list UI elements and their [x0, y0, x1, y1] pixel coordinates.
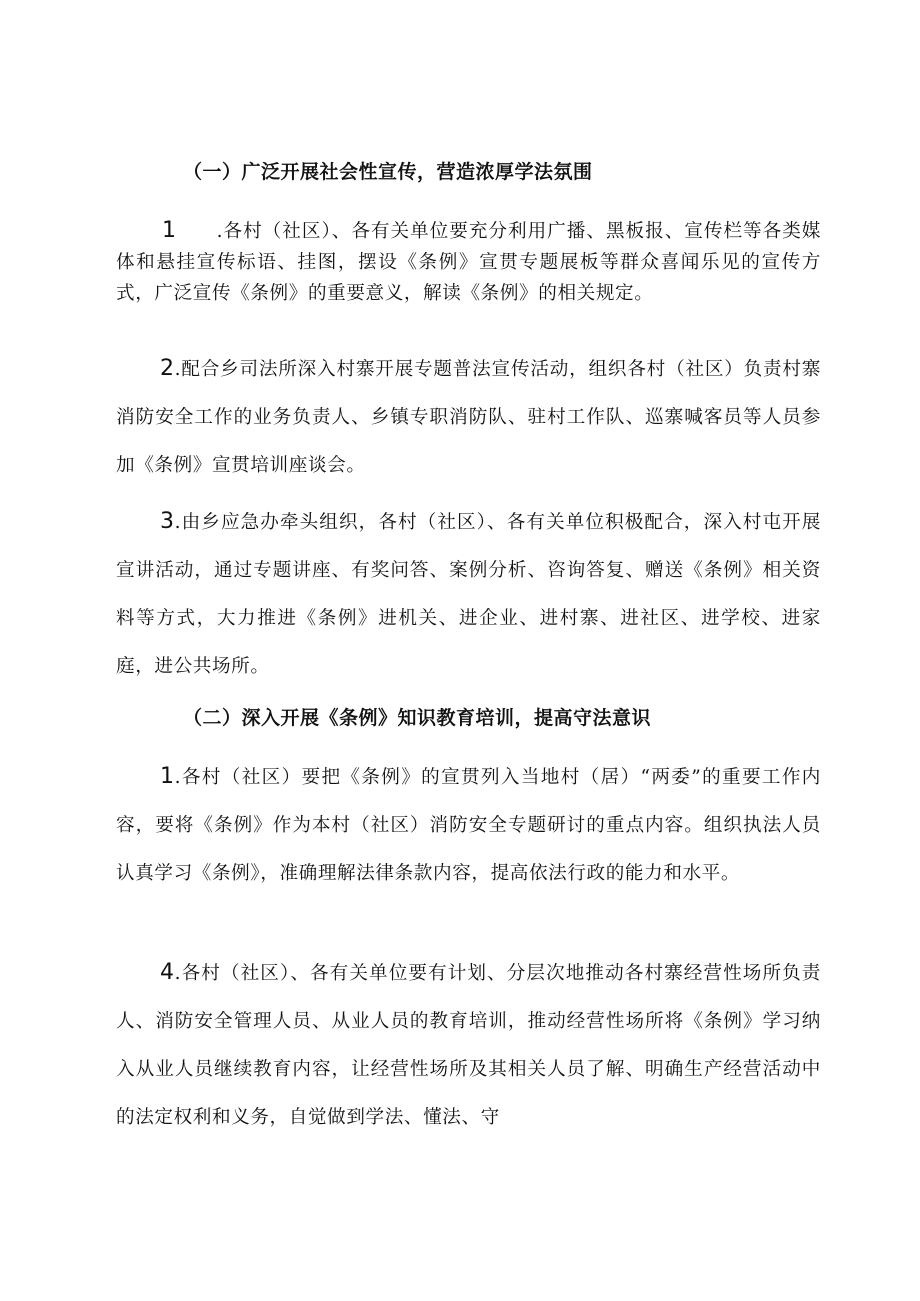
- item-text: .由乡应急办牵头组织，各村（社区）、各有关单位积极配合，深入村屯开展宣讲活动，通过专题讲座、有奖问答、案例分析、咨询答复、赠送《条例》相关资料等方式，大力推进《条例》进机关、进企业、进村寨、进社区、进学校、进家庭，进公共场所。: [116, 512, 821, 677]
- item-number: 3: [160, 509, 175, 534]
- section-1-item-3: [116, 498, 821, 691]
- section-1-item-1: [116, 215, 821, 309]
- section-2-item-4: [116, 949, 821, 1142]
- item-number: 1: [162, 218, 177, 243]
- section-1-heading: （一）广泛开展社会性宣传，营造浓厚学法氛围: [183, 161, 593, 183]
- section-1-item-2: [116, 345, 821, 490]
- item-text: .各村（社区）、各有关单位要有计划、分层次地推动各村寨经营性场所负责人、消防安全管理人员、从业人员的教育培训，推动经营性场所将《条例》学习纳入从业人员继续教育内容，让经营性场所及其相关人员了解、明确生产经营活动中的法定权利和义务，自觉做到学法、懂法、守: [116, 963, 821, 1128]
- section-2-item-1: [116, 753, 821, 898]
- item-number: 1: [160, 764, 175, 789]
- item-text: .各村（社区）要把《条例》的宣贯列入当地村（居）“两委”的重要工作内容，要将《条例》作为本村（社区）消防安全专题研讨的重点内容。组织执法人员认真学习《条例》，准确理解法律条款内容，提高依法行政的能力和水平。: [116, 767, 821, 884]
- item-text: .各村（社区）、各有关单位要充分利用广播、黑板报、宣传栏等各类媒体和悬挂宣传标语、挂图，摆设《条例》宣贯专题展板等群众喜闻乐见的宣传方式，广泛宣传《条例》的重要意义，解读《条例》的相关规定。: [116, 221, 821, 304]
- item-text: .配合乡司法所深入村寨开展专题普法宣传活动，组织各村（社区）负责村寨消防安全工作的业务负责人、乡镇专职消防队、驻村工作队、巡寨喊客员等人员参加《条例》宣贯培训座谈会。: [116, 359, 821, 476]
- section-2-heading: （二）深入开展《条例》知识教育培训，提高守法意识: [183, 707, 652, 729]
- item-number: 4: [160, 960, 175, 985]
- item-number: 2: [160, 356, 175, 381]
